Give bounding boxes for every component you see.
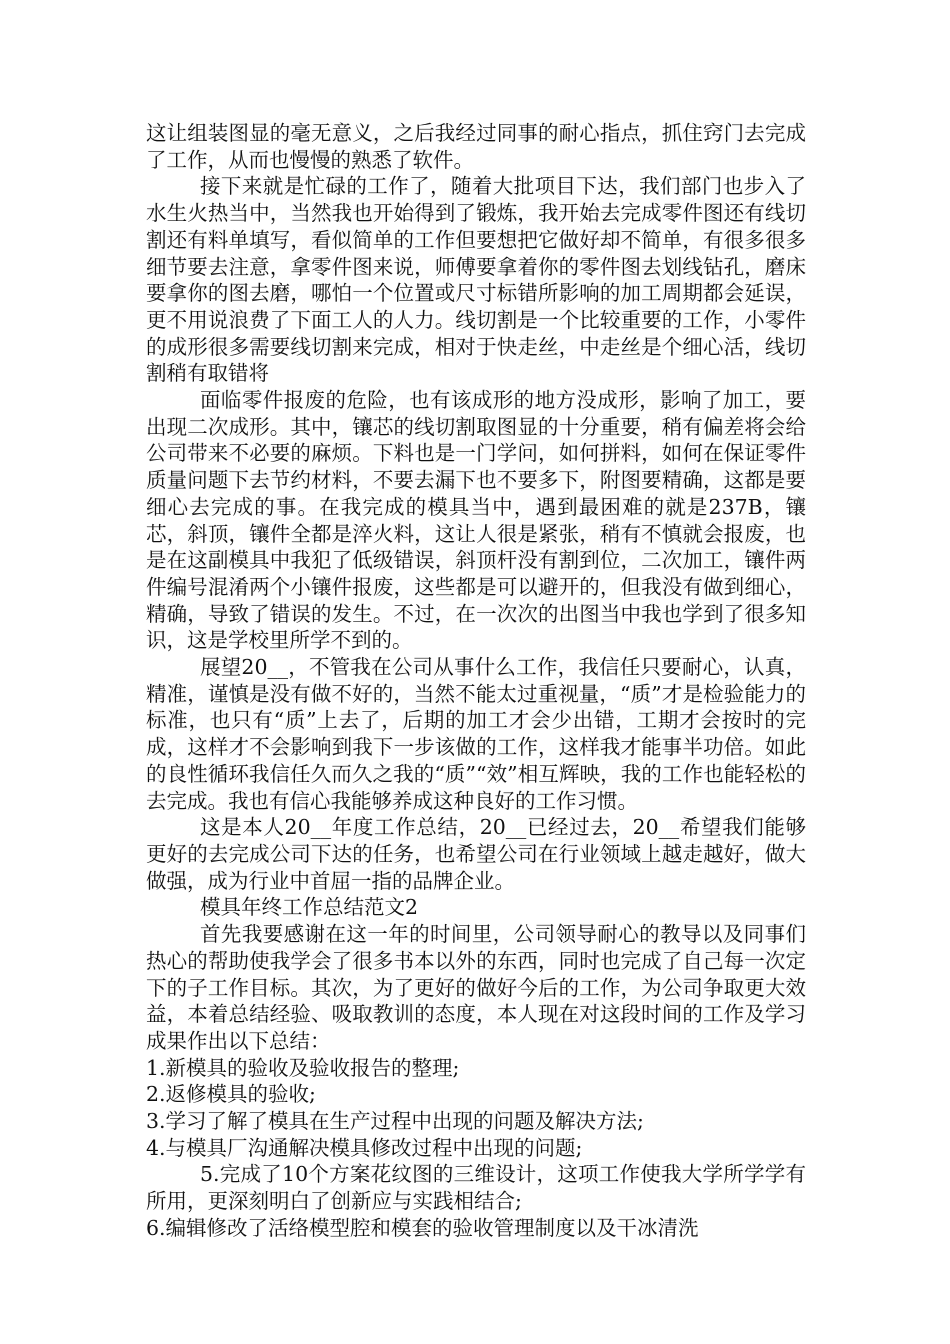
list-item: 1.新模具的验收及验收报告的整理; xyxy=(146,1055,460,1080)
list-item: 2.返修模具的验收; xyxy=(146,1082,316,1107)
document-body xyxy=(146,120,806,1242)
paragraph-conclusion: 这是本人20__年度工作总结，20__已经过去，20__希望我们能够更好的去完成公司下达的任务，也希望公司在行业领域上越走越好，做大做强，成为行业中首屈一指的品牌企业。 xyxy=(146,815,806,893)
paragraph-continued: 这让组装图显的毫无意义，之后我经过同事的耐心指点，抓住窍门去完成了工作，从而也慢慢的熟悉了软件。 xyxy=(146,121,806,172)
paragraph-scrap-risk: 面临零件报废的危险，也有该成形的地方没成形，影响了加工，要出现二次成形。其中，镶芯的线切割取图显的十分重要，稍有偏差将会给公司带来不必要的麻烦。下料也是一门学问，如何拼料，如何在保证零件质量问题下去节约材料，不要去漏下也不要多下，附图要精确，这都是要细心去完成的事。在我完成的模具当中，遇到最困难的就是237B，镶芯，斜顶，镶件全都是淬火料，这让人很是紧张，稍有不慎就会报废，也是在这副模具中我犯了低级错误，斜顶杆没有割到位，二次加工，镶件两件编号混淆两个小镶件报废，这些都是可以避开的，但我没有做到细心，精确，导致了错误的发生。不过，在一次次的出图当中我也学到了很多知识，这是学校里所学不到的。 xyxy=(146,388,806,653)
list-item: 6.编辑修改了活络模型腔和模套的验收管理制度以及干冰清洗 xyxy=(146,1215,699,1240)
list-item: 5.完成了10个方案花纹图的三维设计，这项工作使我大学所学学有所用，更深刻明白了创新应与实践相结合; xyxy=(146,1162,806,1214)
list-item: 4.与模具厂沟通解决模具修改过程中出现的问题; xyxy=(146,1135,583,1160)
paragraph-work-details: 接下来就是忙碌的工作了，随着大批项目下达，我们部门也步入了水生火热当中，当然我也开始得到了锻炼，我开始去完成零件图还有线切割还有料单填写，看似简单的工作但要想把它做好却不简单，有很多很多细节要去注意，拿零件图来说，师傅要拿着你的零件图去划线钻孔，磨床要拿你的图去磨，哪怕一个位置或尺寸标错所影响的加工周期都会延误，更不用说浪费了下面工人的人力。线切割是一个比较重要的工作，小零件的成形很多需要线切割来完成，相对于快走丝，中走丝是个细心活，线切割稍有取错将 xyxy=(146,174,806,386)
list-item: 3.学习了解了模具在生产过程中出现的问题及解决方法; xyxy=(146,1109,644,1134)
section-heading: 模具年终工作总结范文2 xyxy=(200,895,419,920)
paragraph-outlook: 展望20__，不管我在公司从事什么工作，我信任只要耐心，认真，精准，谨慎是没有做不好的，当然不能太过重视量，“质”才是检验能力的标准，也只有“质”上去了，后期的加工才会少出错，工期才会按时的完成，这样才不会影响到我下一步该做的工作，这样我才能事半功倍。如此的良性循环我信任久而久之我的“质”“效”相互辉映，我的工作也能轻松的去完成。我也有信心我能够养成这种良好的工作习惯。 xyxy=(146,655,806,813)
paragraph-intro: 首先我要感谢在这一年的时间里，公司领导耐心的教导以及同事们热心的帮助使我学会了很多书本以外的东西，同时也完成了自己每一次定下的子工作目标。其次，为了更好的做好今后的工作，为公司争取更大效益，本着总结经验、吸取教训的态度，本人现在对这段时间的工作及学习成果作出以下总结： xyxy=(146,922,806,1053)
